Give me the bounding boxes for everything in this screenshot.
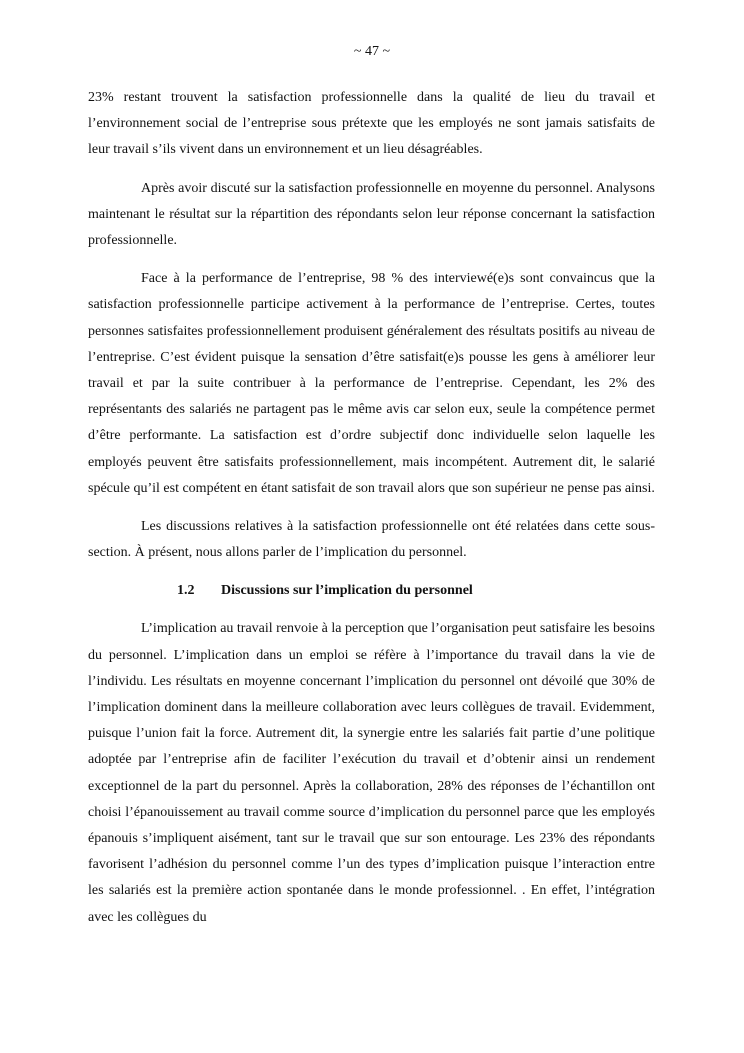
page-number: ~ 47 ~ [353, 44, 391, 59]
paragraph: Face à la performance de l’entreprise, 98 % des interviewé(e)s sont convaincus que la satisfaction professionnelle participe activement à la performance de l’entreprise. Certes, toutes personnes satisfaites professionnellement produisent généralement des résultats positifs au niveau de l’entreprise. C’est évident puisque la sensation d’être satisfait(e)s pousse les gens à améliorer leur travail et par la suite contribuer à la performance de l’entreprise. Cependant, les 2% des représentants des salariés ne partagent pas le même avis car selon eux, seule la compétence permet d’être performante. La satisfaction est d’ordre subjectif donc individuelle selon laquelle les employés peuvent être satisfaits professionnellement, mais incompétent. Autrement dit, le salarié spécule qu’il est compétent en étant satisfait de son travail alors que son supérieur ne pense pas ainsi. [88, 271, 655, 496]
document-body [88, 85, 655, 943]
paragraph: 23% restant trouvent la satisfaction professionnelle dans la qualité de lieu du travail et l’environnement social de l’entreprise sous prétexte que les employés ne sont jamais satisfaits de leur travail s’ils vivent dans un environnement et un lieu désagréables. [88, 90, 655, 158]
paragraph: Après avoir discuté sur la satisfaction professionnelle en moyenne du personnel. Analysons maintenant le résultat sur la répartition des répondants selon leur réponse concernant la satisfaction professionnelle. [88, 180, 655, 249]
section-heading [88, 578, 655, 604]
section-number: 1.2 [177, 583, 195, 599]
paragraph: Les discussions relatives à la satisfaction professionnelle ont été relatées dans cette sous-section. À présent, nous allons parler de l’implication du personnel. [88, 519, 655, 561]
paragraph: L’implication au travail renvoie à la perception que l’organisation peut satisfaire les besoins du personnel. L’implication dans un emploi se réfère à l’importance du travail dans la vie de l’individu. Les résultats en moyenne concernant l’implication du personnel ont dévoilé que 30% de l’implication dominent dans la meilleure collaboration avec leurs collègues de travail. Evidemment, puisque l’union fait la force. Autrement dit, la synergie entre les salariés fait partie d’une politique adoptée par l’entreprise afin de faciliter l’exécution du travail et d’obtenir ainsi un rendement exceptionnel de la part du personnel. Après la collaboration, 28% des réponses de l’échantillon ont choisi l’épanouissement au travail comme source d’implication du personnel parce que les employés épanouis s’impliquent aisément, tant sur le travail que sur son entourage. Les 23% des répondants favorisent l’adhésion du personnel comme l’un des types d’implication puisque l’interaction entre les salariés est la première action spontanée dans le monde professionnel. . En effet, l’intégration avec les collègues du [88, 621, 655, 925]
section-title: Discussions sur l’implication du personnel [221, 583, 473, 599]
